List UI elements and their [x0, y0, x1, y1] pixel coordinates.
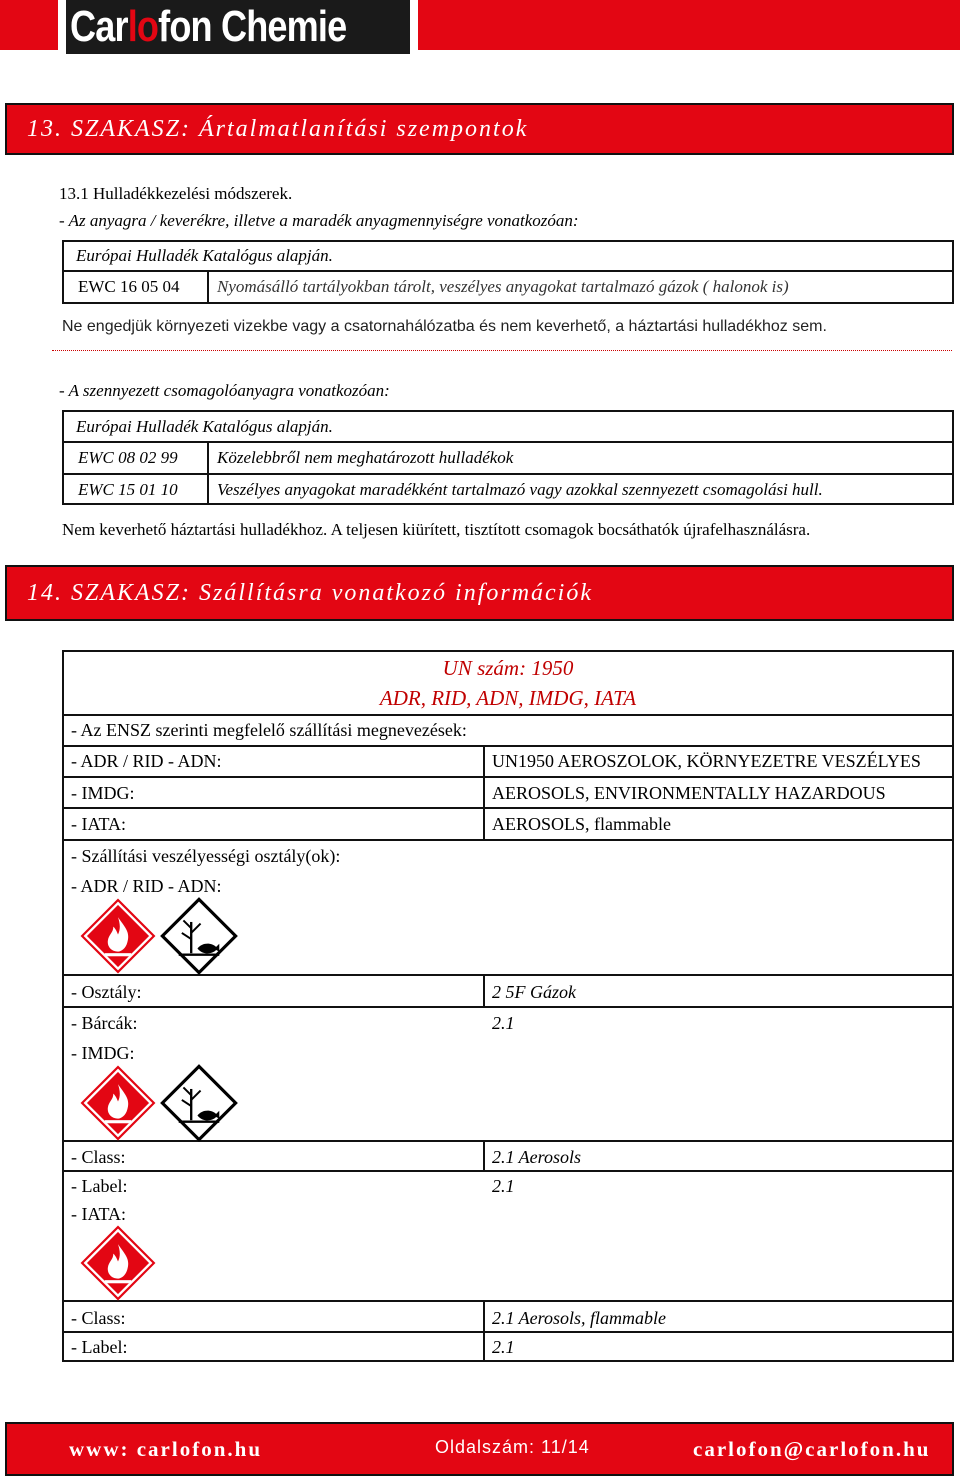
- transport-row-line-2: [62, 745, 954, 747]
- iata-class-label: - Class:: [71, 1308, 126, 1328]
- transport-row-line-3: [62, 776, 954, 778]
- adr-labels-value: 2.1: [492, 1013, 515, 1033]
- section-14-title: 14. SZAKASZ: Szállításra vonatkozó információk: [27, 580, 593, 606]
- packaging-note: Nem keverhető háztartási hulladékhoz. A teljesen kiürített, tisztított csomagok bocsáthatók újrafelhasználásra.: [62, 520, 811, 539]
- adr-class-label: - Osztály:: [71, 982, 142, 1002]
- adr-label: - ADR / RID - ADN:: [71, 876, 222, 896]
- transport-row-line-7: [62, 1006, 954, 1008]
- packaging-catalog-label: Európai Hulladék Katalógus alapján.: [76, 417, 333, 436]
- transport-row-line-4: [62, 807, 954, 809]
- header-stripe-right: [418, 0, 960, 50]
- packaging-ewc-code-1: EWC 08 02 99: [78, 448, 178, 467]
- page-footer: [5, 1422, 954, 1476]
- iata-labels-value: 2.1: [492, 1337, 515, 1357]
- transport-col-divider-iata: [483, 1300, 485, 1362]
- residue-note: Ne engedjük környezeti vizekbe vagy a csatornahálózatba és nem keverhető, a háztartási hulladékhoz sem.: [62, 318, 827, 335]
- iata-labels-label: - Label:: [71, 1337, 128, 1357]
- packaging-ewc-code-2: EWC 15 01 10: [78, 480, 178, 499]
- section-13-banner: [5, 103, 954, 155]
- transport-row-line-9: [62, 1170, 954, 1172]
- footer-website[interactable]: www: carlofon.hu: [69, 1437, 262, 1461]
- adr-class-value: 2 5F Gázok: [492, 982, 576, 1002]
- packaging-heading: - A szennyezett csomagolóanyagra vonatkozóan:: [59, 381, 390, 400]
- packaging-ewc-desc-2: Veszélyes anyagokat maradékként tartalmazó vagy azokkal szennyezett csomagolási hull.: [217, 480, 823, 499]
- transport-row-line-11: [62, 1331, 954, 1333]
- brand-name-lo: lo: [127, 2, 159, 51]
- flammable-gas-pictogram: [79, 1064, 157, 1142]
- section-14-banner: [5, 565, 954, 621]
- imdg-labels-value: 2.1: [492, 1176, 515, 1196]
- flammable-gas-pictogram: [79, 1224, 157, 1302]
- shipping-name-adr-label: - ADR / RID - ADN:: [71, 751, 222, 771]
- waste-methods-heading: 13.1 Hulladékkezelési módszerek.: [59, 184, 293, 203]
- footer-email[interactable]: carlofon@carlofon.hu: [693, 1437, 931, 1461]
- hazard-class-heading: - Szállítási veszélyességi osztály(ok):: [71, 846, 341, 866]
- transport-row-line-1: [62, 714, 954, 716]
- imdg-class-label: - Class:: [71, 1147, 126, 1167]
- environment-hazard-pictogram: [160, 1064, 238, 1142]
- brand-logo: [66, 0, 410, 54]
- residue-table-divider: [62, 270, 954, 272]
- residue-ewc-desc: Nyomásálló tartályokban tárolt, veszélyes anyagokat tartalmazó gázok ( halonok is): [217, 277, 789, 296]
- shipping-names-heading: - Az ENSZ szerinti megfelelő szállítási megnevezések:: [71, 720, 467, 740]
- flammable-gas-pictogram: [79, 897, 157, 975]
- residue-ewc-code: EWC 16 05 04: [78, 277, 180, 296]
- residue-heading: - Az anyagra / keverékre, illetve a maradék anyagmennyiségre vonatkozóan:: [59, 211, 579, 230]
- brand-name-part1: Car: [70, 2, 128, 51]
- environment-hazard-pictogram: [160, 897, 238, 975]
- transport-col-divider-names: [483, 745, 485, 839]
- packaging-table-divider-2: [62, 473, 954, 475]
- shipping-name-iata-label: - IATA:: [71, 814, 127, 834]
- iata-label: - IATA:: [71, 1204, 127, 1224]
- shipping-name-imdg-value: AEROSOLS, ENVIRONMENTALLY HAZARDOUS: [492, 783, 886, 803]
- un-number: UN szám: 1950: [442, 656, 574, 680]
- regulations: ADR, RID, ADN, IMDG, IATA: [379, 686, 637, 710]
- shipping-name-iata-value: AEROSOLS, flammable: [492, 814, 671, 834]
- header-stripe-left: [0, 0, 58, 50]
- dotted-separator: [52, 350, 952, 351]
- residue-table-col-divider: [207, 270, 209, 304]
- adr-labels-label: - Bárcák:: [71, 1013, 138, 1033]
- imdg-class-value: 2.1 Aerosols: [492, 1147, 582, 1167]
- transport-row-line-5: [62, 839, 954, 841]
- shipping-name-adr-value: UN1950 AEROSZOLOK, KÖRNYEZETRE VESZÉLYES: [492, 751, 921, 771]
- section-13-title: 13. SZAKASZ: Ártalmatlanítási szempontok: [27, 116, 529, 142]
- packaging-ewc-desc-1: Közelebbről nem meghatározott hulladékok: [217, 448, 514, 467]
- packaging-table-col-divider: [207, 441, 209, 505]
- brand-name-part2: fon Chemie: [158, 2, 347, 51]
- packaging-table-divider-1: [62, 441, 954, 443]
- shipping-name-imdg-label: - IMDG:: [71, 783, 135, 803]
- imdg-label: - IMDG:: [71, 1043, 135, 1063]
- iata-class-value: 2.1 Aerosols, flammable: [492, 1308, 666, 1328]
- transport-col-divider-adr: [483, 974, 485, 1006]
- footer-page-number: Oldalszám: 11/14: [435, 1437, 590, 1457]
- residue-catalog-label: Európai Hulladék Katalógus alapján.: [76, 246, 333, 265]
- transport-row-line-10: [62, 1300, 954, 1302]
- transport-col-divider-imdg: [483, 1140, 485, 1170]
- imdg-labels-label: - Label:: [71, 1176, 128, 1196]
